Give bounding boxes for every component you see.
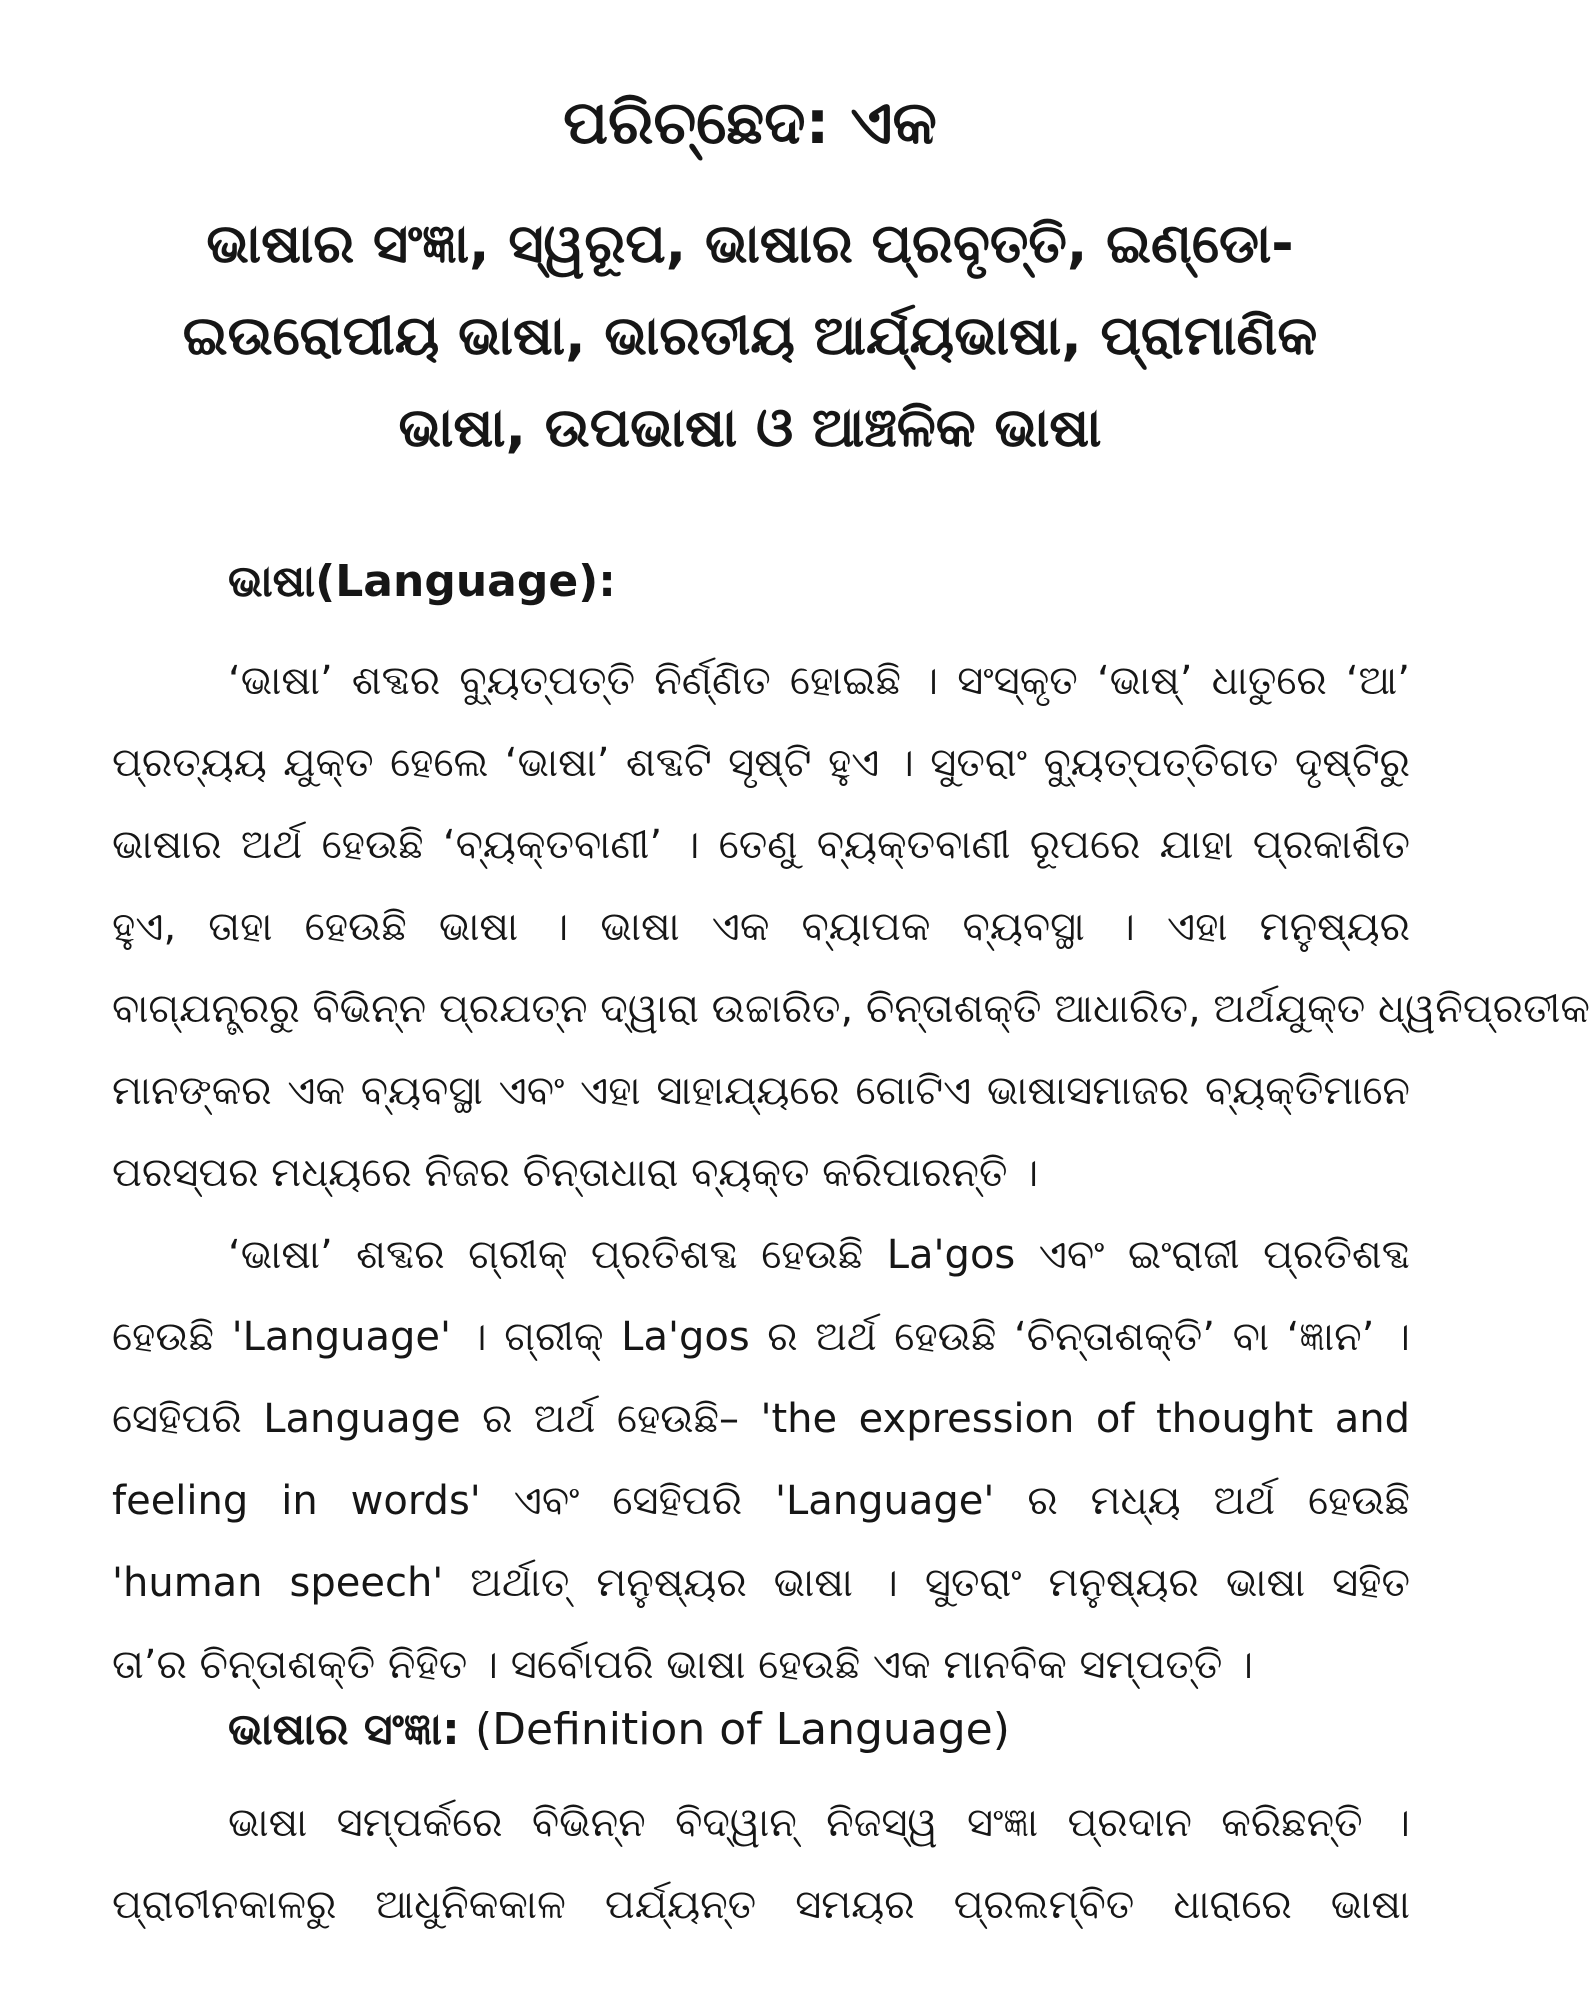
text-line: ହେଉଛି 'Language' । ଗ୍ରୀକ୍ La'gos ର ଅର୍ଥ ହେଉଛି ‘ଚିନ୍ତାଶକ୍ତି’ ବା ‘ଜ୍ଞାନ’ । — [112, 1314, 1410, 1360]
text-line: ‘ଭାଷା’ ଶବ୍ଦର ଗ୍ରୀକ୍ ପ୍ରତିଶବ୍ଦ ହେଉଛି La'gos ଏବଂ ଇଂରାଜୀ ପ୍ରତିଶବ୍ଦ — [228, 1232, 1410, 1278]
paragraph-definition — [112, 1782, 1410, 1946]
section-heading-language: ଭାଷା(Language): — [228, 556, 616, 607]
paragraph-language-etymology — [112, 640, 1590, 1214]
text-line: ‘ଭାଷା’ ଶବ୍ଦର ବ୍ୟୁତ୍ପତ୍ତି ନିର୍ଣ୍ଣିତ ହୋଇଛି । ସଂସ୍କୃତ ‘ଭାଷ୍’ ଧାତୁରେ ‘ଆ’ — [228, 658, 1410, 704]
text-line: ତା’ର ଚିନ୍ତାଶକ୍ତି ନିହିତ । ସର୍ବୋପରି ଭାଷା ହେଉଛି ଏକ ମାନବିକ ସମ୍ପତ୍ତି । — [112, 1642, 1254, 1688]
text-line: 'human speech' ଅର୍ଥାତ୍ ମନୁଷ୍ୟର ଭାଷା । ସୁତରାଂ ମନୁଷ୍ୟର ଭାଷା ସହିତ — [112, 1560, 1410, 1606]
text-line: ପରସ୍ପର ମଧ୍ୟରେ ନିଜର ଚିନ୍ତାଧାରା ବ୍ୟକ୍ତ କରିପାରନ୍ତି । — [112, 1150, 1039, 1196]
chapter-title — [130, 198, 1370, 474]
chapter-title-line: ଭାଷା, ଉପଭାଷା ଓ ଆଞ୍ଚଳିକ ଭାଷା — [398, 396, 1102, 459]
text-line: ଭାଷାର ଅର୍ଥ ହେଉଛି ‘ବ୍ୟକ୍ତବାଣୀ’ । ତେଣୁ ବ୍ୟକ୍ତବାଣୀ ରୂପରେ ଯାହା ପ୍ରକାଶିତ — [112, 822, 1410, 868]
section-heading-definition — [228, 1700, 1010, 1760]
chapter-title-line: ଇଉରୋପୀୟ ଭାଷା, ଭାରତୀୟ ଆର୍ଯ୍ୟଭାଷା, ପ୍ରାମାଣିକ — [182, 304, 1318, 367]
chapter-label: ପରିଚ୍ଛେଦ: ଏକ — [563, 88, 937, 158]
paragraph-language-greek — [112, 1214, 1410, 1706]
text-line: ଭାଷା ସମ୍ପର୍କରେ ବିଭିନ୍ନ ବିଦ୍ୱାନ୍ ନିଜସ୍ୱ ସଂଜ୍ଞା ପ୍ରଦାନ କରିଛନ୍ତି । — [228, 1800, 1410, 1846]
text-line: ହୁଏ, ତାହା ହେଉଛି ଭାଷା । ଭାଷା ଏକ ବ୍ୟାପକ ବ୍ୟବସ୍ଥା । ଏହା ମନୁଷ୍ୟର — [112, 904, 1410, 950]
section-heading-definition-english: (Definition of Language) — [475, 1704, 1010, 1755]
chapter-title-line: ଭାଷାର ସଂଜ୍ଞା, ସ୍ୱରୂପ, ଭାଷାର ପ୍ରବୃତ୍ତି, ଇଣ୍ଡୋ- — [206, 212, 1294, 275]
text-line: ପ୍ରତ୍ୟୟ ଯୁକ୍ତ ହେଲେ ‘ଭାଷା’ ଶବ୍ଦଟି ସୃଷ୍ଟି ହୁଏ । ସୁତରାଂ ବ୍ୟୁତ୍ପତ୍ତିଗତ ଦୃଷ୍ଟିରୁ — [112, 740, 1410, 786]
text-line: ପ୍ରାଚୀନକାଳରୁ ଆଧୁନିକକାଳ ପର୍ଯ୍ୟନ୍ତ ସମୟର ପ୍ରଲମ୍ବିତ ଧାରାରେ ଭାଷା — [112, 1882, 1410, 1928]
text-line: ବାଗ୍‌ଯନ୍ତ୍ରରୁ ବିଭିନ୍ନ ପ୍ରଯତ୍ନ ଦ୍ୱାରା ଉଚ୍ଚାରିତ, ଚିନ୍ତାଶକ୍ତି ଆଧାରିତ, ଅର୍ଥଯୁକ୍ତ ଧ୍ୱନିପ୍ରତୀକ — [112, 986, 1590, 1032]
text-line: feeling in words' ଏବଂ ସେହିପରି 'Language' ର ମଧ୍ୟ ଅର୍ଥ ହେଉଛି — [112, 1478, 1410, 1524]
text-line: ମାନଙ୍କର ଏକ ବ୍ୟବସ୍ଥା ଏବଂ ଏହା ସାହାଯ୍ୟରେ ଗୋଟିଏ ଭାଷାସମାଜର ବ୍ୟକ୍ତିମାନେ — [112, 1068, 1410, 1114]
text-line: ସେହିପରି Language ର ଅର୍ଥ ହେଉଛି– 'the expression of thought and — [112, 1396, 1410, 1442]
section-heading-definition-odia: ଭାଷାର ସଂଜ୍ଞା: — [228, 1704, 460, 1755]
